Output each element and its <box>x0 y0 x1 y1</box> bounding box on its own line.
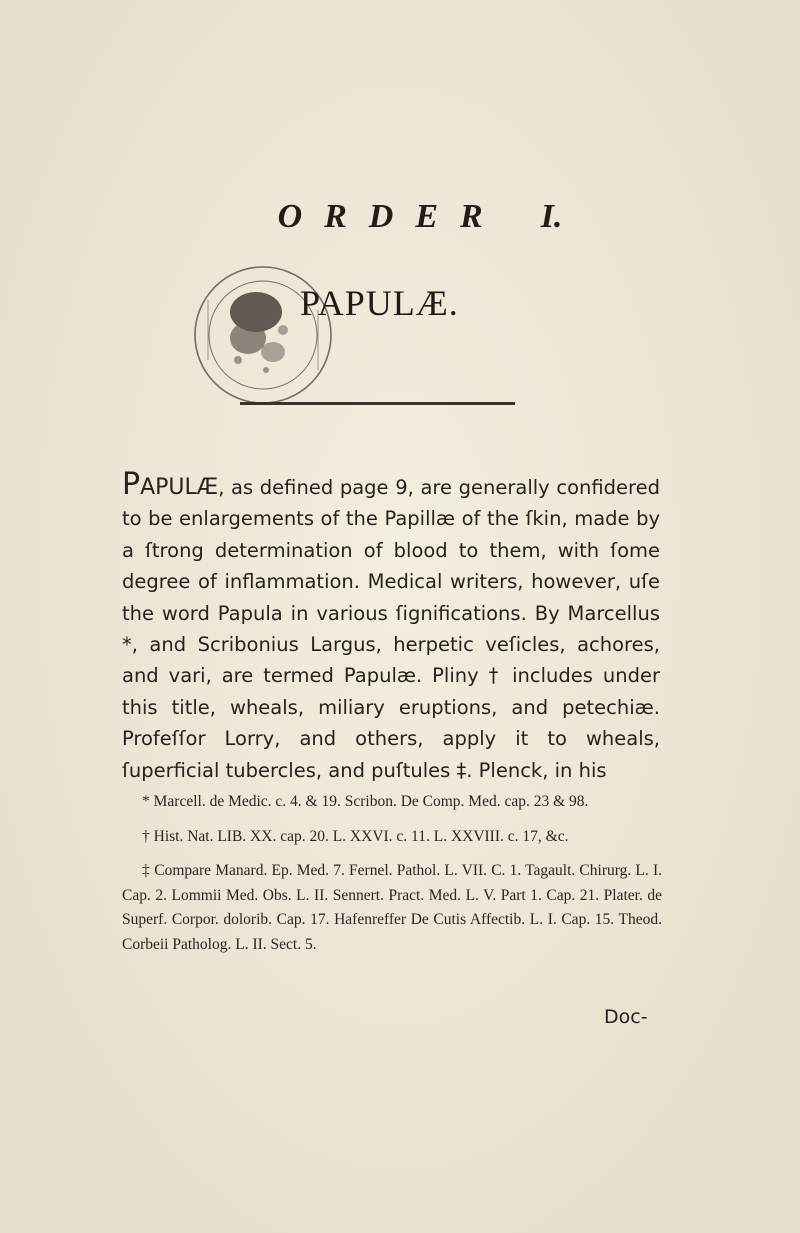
section-title: PAPULÆ. <box>300 283 459 323</box>
title-rule <box>240 402 515 405</box>
order-heading <box>0 198 800 236</box>
catchword: Doc- <box>604 1006 648 1028</box>
order-number: I. <box>540 198 563 235</box>
body-text: , as defined page 9, are generally confidered to be enlargements of the Papillæ of the ſkin, made by a ſtrong determination of blood to them, with ſome degree of inflammation. Medical writers, however, uſe the word Papula in various ſignifications. By Marcellus *, and Scribonius Largus, herpetic veſicles, achores, and vari, are termed Papulæ. Pliny † includes under this title, wheals, miliary eruptions, and petechiæ. Profeſſor Lorry, and others, apply it to wheals, ſuperficial tubercles, and puſtules ‡. Plenck, in his <box>122 476 660 782</box>
footnote-1: * Marcell. de Medic. c. 4. & 19. Scribon. De Comp. Med. cap. 23 & 98. <box>142 793 589 810</box>
footnotes <box>122 790 662 968</box>
footnote-2: † Hist. Nat. LIB. XX. cap. 20. L. XXVI. c. 11. L. XXVIII. c. 17, &c. <box>142 827 569 845</box>
body-paragraph <box>122 467 660 786</box>
order-word: ORDER <box>277 198 505 235</box>
footnote-3: ‡ Compare Manard. Ep. Med. 7. Fernel. Pathol. L. VII. C. 1. Tagault. Chirurg. L. I. Cap. 2. Lommii Med. Obs. L. II. Sennert. Pract. Med. L. V. Part 1. Cap. 21. Plater. de Superf. Corpor. dolorib. Cap. 17. Hafenreffer De Cutis Affectib. L. I. Cap. 15. Theod. Corbeii Patholog. L. II. Sect. 5. <box>122 862 662 953</box>
drop-cap: P <box>122 467 141 502</box>
lead-word: APULÆ <box>140 475 219 500</box>
